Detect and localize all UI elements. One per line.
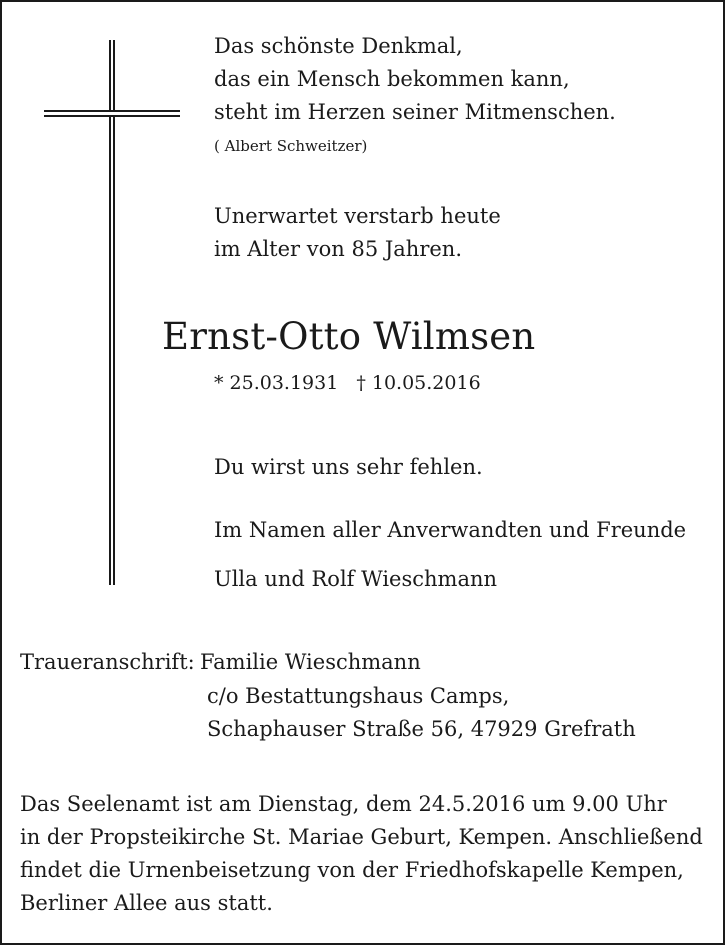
cross-horizontal-beam xyxy=(44,110,180,117)
address-line-2: c/o Bestattungshaus Camps, xyxy=(207,684,510,708)
cross-vertical-beam xyxy=(109,40,115,585)
birth-date: * 25.03.1931 xyxy=(214,372,339,394)
service-line-1: Das Seelenamt ist am Dienstag, dem 24.5.2016 um 9.00 Uhr xyxy=(20,792,667,816)
quote-source: ( Albert Schweitzer) xyxy=(214,137,368,155)
address-line-3: Schaphauser Straße 56, 47929 Grefrath xyxy=(207,717,636,741)
mourners-intro: Im Namen aller Anverwandten und Freunde xyxy=(214,518,687,542)
service-line-3: findet die Urnenbeisetzung von der Friedhofskapelle Kempen, xyxy=(20,858,684,882)
address-label: Traueranschrift: xyxy=(20,650,195,674)
address-line-1: Familie Wieschmann xyxy=(200,650,421,674)
announcement-line-2: im Alter von 85 Jahren. xyxy=(214,237,463,261)
poem-line-3: steht im Herzen seiner Mitmenschen. xyxy=(214,100,616,124)
announcement-line-1: Unerwartet verstarb heute xyxy=(214,204,501,228)
poem-line-2: das ein Mensch bekommen kann, xyxy=(214,67,570,91)
death-date: † 10.05.2016 xyxy=(356,372,481,394)
mourners-names: Ulla und Rolf Wieschmann xyxy=(214,567,498,591)
life-dates xyxy=(214,374,481,393)
service-line-4: Berliner Allee aus statt. xyxy=(20,891,273,915)
farewell-text: Du wirst uns sehr fehlen. xyxy=(214,455,483,479)
poem-line-1: Das schönste Denkmal, xyxy=(214,34,463,58)
service-line-2: in der Propsteikirche St. Mariae Geburt, Kempen. Anschließend xyxy=(20,825,703,849)
deceased-name: Ernst-Otto Wilmsen xyxy=(162,315,536,358)
